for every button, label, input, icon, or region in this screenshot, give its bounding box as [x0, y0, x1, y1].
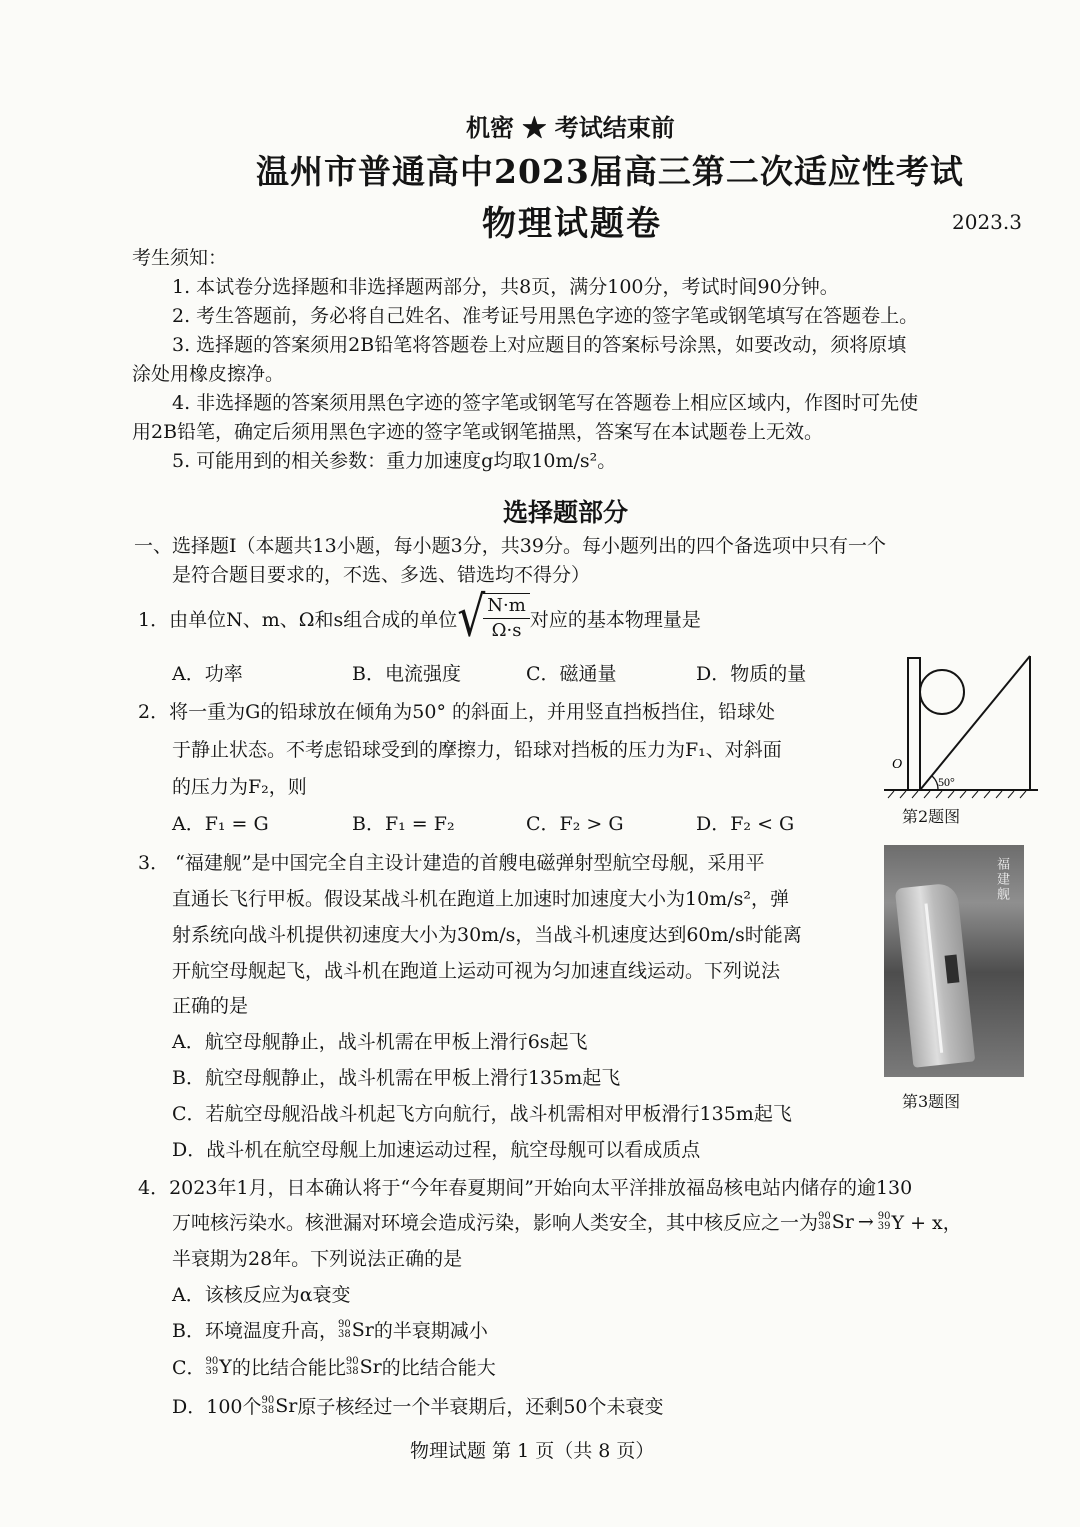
- fraction-denominator: Ω·s: [491, 620, 522, 641]
- notice-item-4: 4. 非选择题的答案须用黑色字迹的签字笔或钢笔写在答题卷上相应区域内，作图时可先使: [172, 392, 919, 414]
- exam-date: 2023.3: [952, 210, 1022, 234]
- q3-option-a: A．航空母舰静止，战斗机需在甲板上滑行6s起飞: [172, 1031, 588, 1053]
- q1-option-d: D．物质的量: [696, 663, 807, 685]
- q3-line-2: 直通长飞行甲板。假设某战斗机在跑道上加速时加速度大小为10m/s²，弹: [172, 888, 789, 910]
- q4-d-post: 原子核经过一个半衰期后，还剩50个未衰变: [297, 1396, 664, 1418]
- q2-option-d: D．F₂ < G: [696, 813, 795, 835]
- q4-d-pre: D．100个: [172, 1396, 262, 1418]
- photo-calligraphy: 福建舰: [994, 857, 1009, 902]
- q4-line-2-suffix: Y + x，: [891, 1212, 962, 1234]
- q4-option-b: [172, 1316, 488, 1343]
- notice-item-3-cont: 涂处用橡皮擦净。: [132, 363, 285, 385]
- aircraft-carrier-photo: [884, 845, 1024, 1077]
- question-1: [138, 585, 701, 650]
- carrier-deck: [895, 882, 975, 1067]
- q4-b-post: 的半衰期减小: [373, 1320, 488, 1342]
- q4-line-2: [172, 1208, 962, 1235]
- exam-title: 温州市普通高中2023届高三第二次适应性考试: [256, 152, 964, 191]
- q1-option-c: C．磁通量: [526, 663, 617, 685]
- q4-option-d: [172, 1392, 664, 1419]
- q4-line-2-text: 万吨核污染水。核泄漏对环境会造成污染，影响人类安全，其中核反应之一为: [172, 1212, 819, 1234]
- q4-c-mid: 的比结合能比: [231, 1357, 346, 1379]
- notice-item-5: 5. 可能用到的相关参数：重力加速度g均取10m/s²。: [172, 450, 617, 472]
- lead-ball: [920, 670, 964, 714]
- q3-option-b: B．航空母舰静止，战斗机需在甲板上滑行135m起飞: [172, 1067, 621, 1089]
- sr-z: 38: [818, 1220, 831, 1232]
- q4-c-post: 的比结合能大: [381, 1357, 496, 1379]
- q3-option-c: C．若航空母舰沿战斗机起飞方向航行，战斗机需相对甲板滑行135m起飞: [172, 1103, 792, 1125]
- page-footer: 物理试题 第 1 页（共 8 页）: [410, 1440, 655, 1462]
- notice-item-4-cont: 用2B铅笔，确定后须用黑色字迹的签字笔或钢笔描黑，答案写在本试题卷上无效。: [132, 421, 824, 443]
- q2-line-1: 2．将一重为G的铅球放在倾角为50° 的斜面上，并用竖直挡板挡住，铅球处: [138, 701, 775, 723]
- q4-line-1: 4．2023年1月，日本确认将于“今年春夏期间”开始向太平洋排放福岛核电站内储存的逾130: [138, 1177, 913, 1199]
- part1-instructions: 一、选择题Ⅰ（本题共13小题，每小题3分，共39分。每小题列出的四个备选项中只有一个: [134, 535, 886, 557]
- y-z: 39: [877, 1220, 891, 1232]
- q1-prefix: 1．由单位N、m、Ω和s组合成的单位: [138, 608, 458, 631]
- incline-surface: [920, 656, 1030, 790]
- sr-mass: 90: [818, 1210, 831, 1222]
- q2-option-a: A．F₁ = G: [172, 813, 269, 835]
- baffle-plate: [908, 658, 920, 790]
- q2-figure: [880, 652, 1040, 802]
- notice-heading: 考生须知：: [132, 247, 228, 269]
- fraction-numerator: N·m: [483, 594, 530, 619]
- paper-title: 物理试题卷: [482, 204, 662, 244]
- q3-line-1: 3． “福建舰”是中国完全自主设计建造的首艘电磁弹射型航空母舰，采用平: [138, 852, 765, 874]
- q4-line-3: 半衰期为28年。下列说法正确的是: [172, 1248, 463, 1270]
- nuclide-sr: [818, 1211, 854, 1233]
- confidential-mark: 机密 ★ 考试结束前: [466, 113, 675, 142]
- q3-line-4: 开航空母舰起飞，战斗机在跑道上运动可视为匀加速直线运动。下列说法: [172, 960, 781, 982]
- q3-line-3: 射系统向战斗机提供初速度大小为30m/s，当战斗机速度达到60m/s时能离: [172, 924, 802, 946]
- q2-option-c: C．F₂ > G: [526, 813, 624, 835]
- notice-item-3: 3. 选择题的答案须用2B铅笔将答题卷上对应题目的答案标号涂黑，如要改动，须将原填: [172, 334, 907, 356]
- q4-b-pre: B．环境温度升高，: [172, 1320, 338, 1342]
- part1-instructions-cont: 是符合题目要求的，不选、多选、错选均不得分）: [172, 564, 591, 586]
- ground-hatch: [888, 791, 1026, 798]
- q1-option-b: B．电流强度: [352, 663, 461, 685]
- nuclide-sr: 90 38 Sr: [261, 1394, 298, 1417]
- q1-suffix: 对应的基本物理量是: [529, 608, 701, 631]
- q2-line-3: 的压力为F₂，则: [172, 776, 307, 798]
- q2-option-b: B．F₁ = F₂: [352, 813, 455, 835]
- angle-label: 50°: [938, 775, 955, 789]
- nuclide-y: 90 39 Y: [205, 1355, 232, 1378]
- q3-figure-caption: 第3题图: [902, 1092, 961, 1111]
- nuclide-sr: 90 38 Sr: [345, 1355, 382, 1378]
- q2-line-2: 于静止状态。不考虑铅球受到的摩擦力，铅球对挡板的压力为F₁、对斜面: [172, 739, 782, 761]
- q4-option-a: A．该核反应为α衰变: [172, 1284, 351, 1306]
- q3-option-d: D．战斗机在航空母舰上加速运动过程，航空母舰可以看成质点: [172, 1139, 701, 1161]
- section-title: 选择题部分: [503, 498, 629, 527]
- point-o-label: O: [892, 757, 903, 772]
- q4-option-c: [172, 1353, 496, 1380]
- q3-line-5: 正确的是: [172, 995, 249, 1017]
- sqrt-expression: [457, 585, 530, 650]
- notice-item-1: 1. 本试卷分选择题和非选择题两部分，共8页，满分100分，考试时间90分钟。: [172, 276, 839, 298]
- q2-figure-caption: 第2题图: [902, 807, 961, 826]
- q4-c-pre: C．: [172, 1357, 206, 1379]
- reaction-arrow: →: [857, 1210, 874, 1233]
- y-mass: 90: [877, 1210, 891, 1222]
- sr-symbol: Sr: [831, 1210, 854, 1233]
- nuclide-sr: 90 38 Sr: [337, 1318, 374, 1341]
- radical-sign: √: [457, 585, 486, 650]
- nuclide-y: [878, 1212, 892, 1232]
- q1-option-a: A．功率: [172, 663, 243, 685]
- notice-item-2: 2. 考生答题前，务必将自己姓名、准考证号用黑色字迹的签字笔或钢笔填写在答题卷上。: [172, 305, 919, 327]
